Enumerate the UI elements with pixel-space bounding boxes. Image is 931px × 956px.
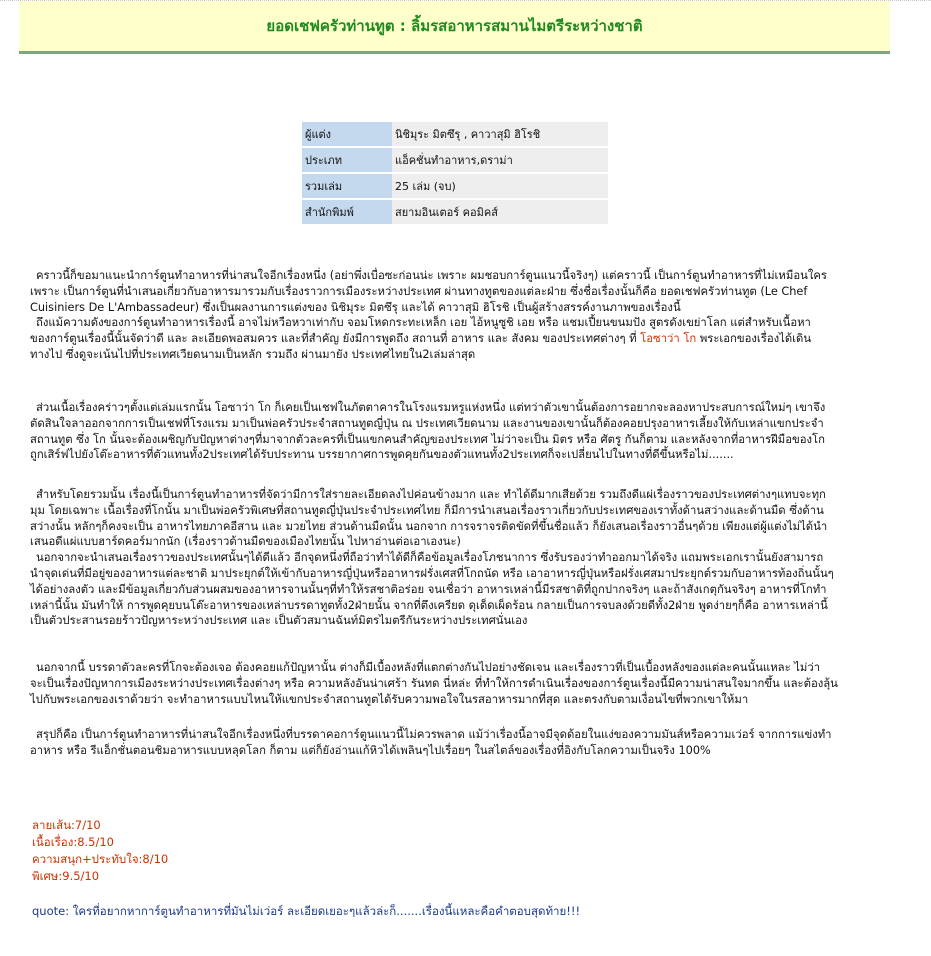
info-value: นิชิมุระ มิตซึรุ , คาวาสุมิ ฮิโรชิ [392,122,608,146]
text-segment: ของการ์ตูนเรื่องนี้นั้นจัดว่าดี และ ละเอียดพอสมควร และที่สำคัญ ยังมีการพูดถึง สถานที่ อาหาร และ สังคม ของประเทศต่างๆ ที่ [30,332,641,346]
text-line: ถึงแม้ความดังของการ์ตูนทำอาหารเรื่องนี้ อาจไม่หวือหวาเท่ากับ จอมโหดกระทะเหล็ก เอย ไอ้หนูซูชิ เอย หรือ แชมเปี้ยนขนมปัง สูตรดังเขย่าโลก แต่สำหรับเนื้อหา [36,316,811,330]
info-value: สยามอินเตอร์ คอมิคส์ [392,200,608,224]
info-label: รวมเล่ม [302,174,392,198]
text-line: ส่วนเนื้อเรื่องคร่าวๆตั้งแต่เล่มแรกนั้น โอซาว่า โก ก็เคยเป็นเชฟในภัตตาคารในโรงแรมหรูแห่งหนึ่ง แต่ทว่าตัวเขานั้นต้องการอยากจะลองหาประสบการณ์ใหม่ๆ เขาจึง [36,401,826,414]
text-line: เสนอดีแผ่แบบฮาร์ดคอร์มากนัก (เรื่องราวด้านมืดของเมืองไทยนั้น ไปหาอ่านต่อเอาเองนะ) [30,535,461,549]
info-value: 25 เล่ม (จบ) [392,174,608,198]
text-line: เป็นตัวประสานรอยร้าวปัญหาระหว่างประเทศ และ เป็นตัวสมานฉันท์มิตรไมตรีกันระหว่างประเทศนั่นเอง [30,614,528,628]
info-table [302,120,608,226]
rating-fun: ความสนุก+ประทับใจ:8/10 [32,852,169,866]
text-line: จะเป็นเรื่องปัญหาการเมืองระหว่างประเทศเรื่องต่างๆ หรือ ความหลังอันน่าเศร้า รันทด นี่หล่ะ ที่ทำให้การดำเนินเรื่องของการ์ตูนเรื่องนี้มีความน่าสนใจมากขึ้น และต้องลุ้น [30,676,838,690]
paragraph-synopsis [30,400,900,463]
info-value: แอ็คชั่นทำอาหาร,ดราม่า [392,148,608,172]
info-row-author [302,122,608,146]
text-line: คราวนี้ก็ขอมาแนะนำการ์ตูนทำอาหารที่น่าสนใจอีกเรื่องหนึ่ง (อย่าพึ่งเบื่อซะก่อนน่ะ เพราะ ผมชอบการ์ตูนแนวนี้จริงๆ) แต่คราวนี้ เป็นการ์ตูนทำอาหารที่ไม่เหมือนใคร [36,269,827,282]
paragraph-characters [30,660,900,707]
rating-special: พิเศษ:9.5/10 [32,869,100,883]
text-line: สำหรับโดยรวมนั้น เรื่องนี้เป็นการ์ตูนทำอาหารที่จัดว่ามีการใส่รายละเอียดลงไปค่อนข้างมาก และ ทำได้ดีมากเสียด้วย รวมถึงดีแผ่เรื่องราวของประเทศต่างๆแทบจะทุก [36,488,826,501]
text-line: ไปกับพระเอกของเราด้วยว่า จะทำอาหารแบบไหนให้แขกประจำสถานทูตได้รับความพอใจในรสอาหารมากที่สุด และตรงกับตามเงื่อนไขที่พวกเขาให้มา [30,692,749,706]
text-line: เพราะ เป็นการ์ตูนที่นำเสนอเกี่ยวกับอาหารมารวมกับเรื่องราวการเมืองระหว่างประเทศ ผ่านทางทูตของแต่ละฝ่าย ซึ่งชื่อเรื่องนั้นก็คือ ยอดเชฟครัวท่านทูต (Le Chef [30,284,808,298]
text-line: สถานทูต ซึ่ง โก นั้นจะต้องเผชิญกับปัญหาต่างๆที่มาจากตัวละครที่เป็นแขกคนสำคัญของประเทศ ไม่ว่าจะเป็น มิตร หรือ ศัตรู กันก็ตาม และหลังจากที่อาหารฝีมือของโก [30,432,825,446]
text-line: อาหาร หรือ รีแอ็กชั่นตอนชิมอาหารแบบหลุดโลก ก็ตาม แต่ก็ยังอ่านแก้หิวได้เพลินๆไปเรื่อยๆ ในสไตล์ของเรื่องที่อิงกับโลกความเป็นจริง 100% [30,743,711,757]
text-line: สรุปก็คือ เป็นการ์ตูนทำอาหารที่น่าสนใจอีกเรื่องหนึ่งที่บรรดาคอการ์ตูนแนวนี้ไม่ควรพลาด แม้ว่าเรื่องนี้อาจมีจุดด้อยในแง่ของความมันส์หรือความเว่อร์ จากการแข่งทำ [36,728,832,741]
info-row-publisher [302,200,608,224]
rating-story: เนื้อเรื่อง:8.5/10 [32,835,114,849]
info-row-volumes [302,174,608,198]
text-line: ถูกเสิร์ฟไปยังโต๊ะอาหารที่ตัวแทนทั้ง2ประเทศได้รับประทาน บรรยากาศการพูดคุยกันของตัวแทนทั้ง2ประเทศก็จะเปลี่ยนไปในทางที่ดีขึ้นหรือไม่....... [30,448,734,462]
highlight-name: โอซาว่า โก [640,332,697,346]
text-line: นำจุดเด่นที่มีอยู่ของอาหารแต่ละชาติ มาประยุกต์ให้เข้ากับอาหารญี่ปุ่นหรืออาหารฝรั่งเศสที่โกถนัด หรือ เอาอาหารญี่ปุ่นหรือฝรั่งเศสมาประยุกต์รวมกับอาหารท้องถิ่นนั้นๆ [30,566,834,580]
text-line: ทางไป ซึ่งดูจะเน้นไปที่ประเทศเวียดนามเป็นหลัก รวมถึง ผ่านมายัง ประเทศไทยใน2เล่มล่าสุด [30,347,476,361]
text-line: นอกจากนี้ บรรดาตัวละครที่โกจะต้องเจอ ต้องคอยแก้ปัญหานั้น ต่างก็มีเบื้องหลังที่แตกต่างกันไปอย่างชัดเจน และเรื่องราวที่เป็นเบื้องหลังของแต่ละคนนั้นแหละ ไม่ว่า [36,661,821,674]
info-row-genre [302,148,608,172]
text-line: ได้อย่างลงตัว และมีข้อมูลเกี่ยวกับส่วนผสมของอาหารจานนั้นๆที่ทำให้รสชาติอร่อย จนเชื่อว่า อาหารเหล่านี้มีรสชาติที่ถูกปากจริงๆ และถ้าสังเกตุกันจริงๆ อาหารที่โกทำ [30,582,827,596]
text-line: สว่างนั้น หลักๆก็คงจะเป็น อาหารไทยภาคอีสาน และ มวยไทย ส่วนด้านมืดนั้น นอกจาก การจราจรติดขัดที่ขึ้นชื่อแล้ว ก็ยังเสนอเรื่องราวอื่นๆด้วย เพียงแต่ผู้แต่งไม่ได้นำ [30,519,828,533]
paragraph-summary [30,727,900,759]
info-label: ประเภท [302,148,392,172]
text-line: นอกจากจะนำเสนอเรื่องราวของประเทศนั้นๆได้ดีแล้ว อีกจุดหนึ่งที่ถือว่าทำได้ดีก็คือข้อมูลเรื่องโภชนาการ ซึ่งรับรองว่าทำออกมาได้จริง แถมพระเอกเรานั้นยังสามารถ [36,551,824,565]
page-header [19,1,890,54]
paragraph-overall [30,487,900,629]
text-line: Cuisiniers De L'Ambassadeur) ซึ่งเป็นผลงานการแต่งของ นิชิมุระ มิตซึรุ และได้ คาวาสุมิ ฮิโรชิ เป็นผู้สร้างสรรค์งานภาพของเรื่องนี้ [30,300,681,314]
text-line [30,331,900,347]
rating-art: ลายเส้น:7/10 [32,818,101,832]
quote-text: quote: ใครที่อยากหาการ์ตูนทำอาหารที่มันไม่เว่อร์ ละเอียดเยอะๆแล้วล่ะก็.......เรื่องนี้แหละคือคำตอบสุดท้าย!!! [32,904,581,918]
text-line: ตัดสินใจลาออกจากการเป็นเชฟที่โรงแรม มาเป็นพ่อครัวประจำสถานทูตญี่ปุ่น ณ ประเทศเวียดนาม และงานของเขานั้นก็ต้องคอยปรุงอาหารเลี้ยงให้กับเหล่าแขกประจำ [30,416,824,430]
text-line: เหล่านี้นั้น มันทำให้ การพูดคุยบนโต๊ะอาหารของเหล่าบรรดาทูตทั้ง2ฝ่ายนั้น จากที่ตึงเครียด ดุเด็ดเผ็ดร้อน กลายเป็นการจบลงด้วยดีทั้ง2ฝ่าย พูดง่ายๆก็คือ อาหารเหล่านี้ [30,598,828,612]
text-line: มุม โดยเฉพาะ เนื้อเรื่องที่โกนั้น มาเป็นพ่อครัวพิเศษที่สถานทูตญี่ปุ่นประจำประเทศไทย ก็มีการนำเสนอเรื่องราวเกี่ยวกับประเทศของเราทั้งด้านสว่างและด้านมืด ซึ่งด้าน [30,503,824,517]
info-label: ผู้แต่ง [302,122,392,146]
info-label: สำนักพิมพ์ [302,200,392,224]
text-segment: พระเอกของเรื่องได้เดิน [696,332,812,346]
page-title: ยอดเชฟครัวท่านทูต : ลิ้มรสอาหารสมานไมตรีระหว่างชาติ [266,17,643,35]
ratings-list [32,817,168,885]
paragraph-intro [30,268,900,363]
